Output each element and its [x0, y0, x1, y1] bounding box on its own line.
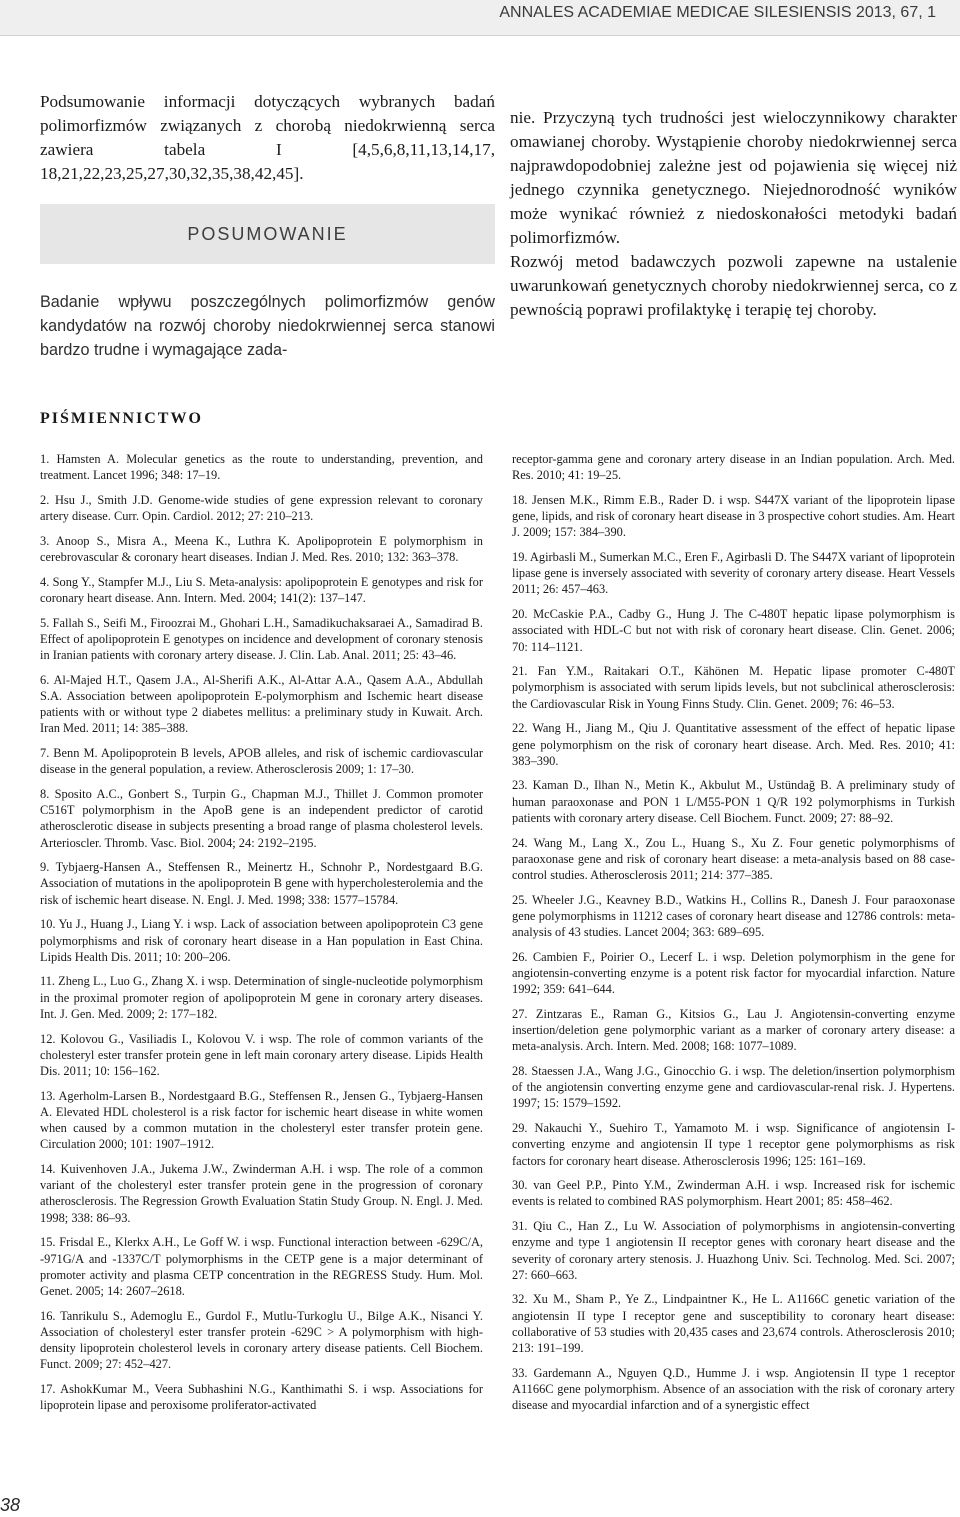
- summary-right-column: [510, 106, 957, 322]
- reference-item: 31. Qiu C., Han Z., Lu W. Association of polymorphisms in angiotensin-converting enzyme and type 1 angiotensin II receptor genes with coronary heart disease and the severity of coronary artery stenosis. J. Huazhong Univ. Sci. Technolog. Med. Sci. 2007; 27: 660–663.: [512, 1219, 955, 1282]
- reference-item: 10. Yu J., Huang J., Liang Y. i wsp. Lack of association between apolipoprotein C3 gene polymorphisms and risk of coronary heart disease in a Han population in East China. Lipids Health Dis. 2011; 10: 200–206.: [40, 917, 483, 964]
- reference-item: 23. Kaman D., Ilhan N., Metin K., Akbulut M., Ustündağ B. A preliminary study of human paraoxonase and PON 1 L/M55-PON 1 Q/R 192 polymorphisms in Turkish patients with coronary artery disease. Cell Biochem. Funct. 2009; 27: 88–92.: [512, 778, 955, 825]
- section-title: POSUMOWANIE: [187, 224, 348, 244]
- reference-item: 24. Wang M., Lang X., Zou L., Huang S., Xu Z. Four genetic polymorphisms of paraoxonase gene and risk of coronary heart disease: a meta-analysis based on 88 case-control studies. Atherosclerosis 2011; 214: 377–385.: [512, 835, 955, 882]
- journal-running-header: [0, 0, 960, 36]
- reference-item: 11. Zheng L., Luo G., Zhang X. i wsp. Determination of single-nucleotide polymorphism in the proximal promoter region of apolipoprotein M gene in coronary artery diseases. Int. J. Gen. Med. 2009; 2: 177–182.: [40, 974, 483, 1021]
- page-number: 38: [0, 1495, 21, 1515]
- reference-item: 18. Jensen M.K., Rimm E.B., Rader D. i wsp. S447X variant of the lipoprotein lipase gene, lipids, and risk of coronary heart disease in 3 prospective cohort studies. Am. Heart J. 2009; 157: 384–390.: [512, 492, 955, 540]
- reference-item: 32. Xu M., Sham P., Ye Z., Lindpaintner K., He L. A1166C genetic variation of the angiotensin II type I receptor gene and susceptibility to coronary heart disease: collaborative of 53 studies with 20,435 cases and 23,674 controls. Atherosclerosis 2010; 213: 191–199.: [512, 1292, 955, 1356]
- conclusion-continuation-paragraph: nie. Przyczyną tych trudności jest wieloczynnikowy charakter omawianej choroby. Wystąpienie choroby niedokrwiennej serca najprawdopodobniej zależne jest od pojawienia się więcej niż jednego czynnika genetycznego. Niejednorodność wyników może wynikać również z niedoskonałości metodyki badań polimorfizmów.: [510, 108, 957, 247]
- reference-item: 9. Tybjaerg-Hansen A., Steffensen R., Meinertz H., Schnohr P., Nordestgaard B.G. Association of mutations in the apolipoprotein B gene with hypercholesterolemia and the risk of ischemic heart disease. N. Engl. J. Med. 1998; 338: 1577–15784.: [40, 860, 483, 907]
- reference-item: 6. Al-Majed H.T., Qasem J.A., Al-Sherifi A.K., Al-Attar A.A., Qasem A.A., Abdullah S.A. Association between apolipoprotein E-polymorphism and Ischemic heart disease patients with or without type 2 diabetes mellitus: a preliminary study in Kuwait. Arch. Iran Med. 2011; 14: 385–388.: [40, 672, 483, 736]
- table-summary-paragraph: Podsumowanie informacji dotyczących wybranych badań polimorfizmów związanych z chorobą niedokrwienną serca zawiera tabela I [4,5,6,8,11,13,14,17, 18,21,22,23,25,27,30,32,35,38,42,45].: [40, 92, 495, 183]
- reference-item: 2. Hsu J., Smith J.D. Genome-wide studies of gene expression relevant to coronary artery disease. Curr. Opin. Cardiol. 2012; 27: 210–213.: [40, 492, 483, 524]
- reference-item: 8. Sposito A.C., Gonbert S., Turpin G., Chapman M.J., Thillet J. Common promoter C516T polymorphism in the ApoB gene is an independent predictor of carotid atherosclerotic disease in subjects presenting a broad range of plasma cholesterol levels. Arterioscler. Thromb. Vasc. Biol. 2004; 24: 2192–2195.: [40, 786, 483, 850]
- reference-item: 30. van Geel P.P., Pinto Y.M., Zwinderman A.H. i wsp. Increased risk for ischemic events is related to combined RAS polymorphism. Heart 2001; 85: 458–462.: [512, 1178, 955, 1209]
- reference-item: 15. Frisdal E., Klerkx A.H., Le Goff W. i wsp. Functional interaction between -629C/A, -971G/A and -1337C/T polymorphisms in the CETP gene is a major determinant of promoter activity and plasma CETP concentration in the REGRESS Study. Hum. Mol. Genet. 2005; 14: 2607–2618.: [40, 1235, 483, 1298]
- summary-left-column: [40, 90, 495, 362]
- reference-item: 26. Cambien F., Poirier O., Lecerf L. i wsp. Deletion polymorphism in the gene for angiotensin-converting enzyme is a potent risk factor for myocardial infarction. Nature 1992; 359: 641–644.: [512, 949, 955, 997]
- reference-item: 28. Staessen J.A., Wang J.G., Ginocchio G. i wsp. The deletion/insertion polymorphism of the angiotensin converting enzyme gene and cardiovascular-renal risk. J. Hypertens. 1997; 15: 1579–1592.: [512, 1064, 955, 1111]
- reference-item: 33. Gardemann A., Nguyen Q.D., Humme J. i wsp. Angiotensin II type 1 receptor A1166C gene polymorphism. Absence of an association with the risk of coronary artery disease and myocardial infarction and of a synergistic effect: [512, 1365, 955, 1413]
- reference-item: 13. Agerholm-Larsen B., Nordestgaard B.G., Steffensen R., Jensen G., Tybjaerg-Hansen A. Elevated HDL cholesterol is a risk factor for ischemic heart disease in white women when caused by a common mutation in the cholesteryl ester transfer protein gene. Circulation 2000; 101: 1907–1912.: [40, 1088, 483, 1152]
- references-left-column: [40, 451, 483, 1422]
- reference-item: 16. Tanrikulu S., Ademoglu E., Gurdol F., Mutlu-Turkoglu U., Bilge A.K., Nisanci Y. Association of cholesteryl ester transfer protein -629C > A polymorphism with high-density lipoprotein cholesterol levels in coronary artery disease patients. Cell Biochem. Funct. 2009; 27: 452–427.: [40, 1308, 483, 1372]
- reference-item: 4. Song Y., Stampfer M.J., Liu S. Meta-analysis: apolipoprotein E genotypes and risk for coronary heart disease. Ann. Intern. Med. 2004; 141(2): 137–147.: [40, 574, 483, 605]
- reference-item: 21. Fan Y.M., Raitakari O.T., Kähönen M. Hepatic lipase promoter C-480T polymorphism is associated with serum lipids levels, but not subclinical atherosclerosis: the Cardiovascular Risk in Young Finns Study. Clin. Genet. 2009; 76: 46–53.: [512, 664, 955, 711]
- reference-item: 20. McCaskie P.A., Cadby G., Hung J. The C-480T hepatic lipase polymorphism is associated with HDL-C but not with risk of coronary heart disease. Clin. Genet. 2006; 70: 114–1121.: [512, 607, 955, 654]
- reference-item: 22. Wang H., Jiang M., Qiu J. Quantitative assessment of the effect of hepatic lipase gene polymorphism on the risk of coronary heart disease. Arch. Med. Res. 2010; 41: 383–390.: [512, 721, 955, 768]
- reference-item: 5. Fallah S., Seifi M., Firoozrai M., Ghohari L.H., Samadikuchaksaraei A., Samadirad B. Effect of apolipoprotein E genotypes on incidence and development of coronary stenosis in Iranian patients with coronary artery disease. J. Clin. Lab. Anal. 2011; 25: 43–46.: [40, 615, 483, 663]
- journal-title: ANNALES ACADEMIAE MEDICAE SILESIENSIS 2013, 67, 1: [499, 4, 936, 21]
- reference-item: 14. Kuivenhoven J.A., Jukema J.W., Zwinderman A.H. i wsp. The role of a common variant of the cholesteryl ester transfer protein gene in the progression of coronary atherosclerosis. The Regression Growth Evaluation Statin Study Group. N. Engl. J. Med. 1998; 338: 86–93.: [40, 1162, 483, 1225]
- conclusion-final-paragraph: Rozwój metod badawczych pozwoli zapewne na ustalenie uwarunkowań genetycznych choroby niedokrwiennej serca, co z pewnością poprawi profilaktykę i terapię tej choroby.: [510, 252, 957, 319]
- references-heading: PIŚMIENNICTWO: [40, 410, 203, 427]
- reference-item: 12. Kolovou G., Vasiliadis I., Kolovou V. i wsp. The role of common variants of the cholesteryl ester transfer protein gene in left main coronary artery disease. Lipids Health Dis. 2011; 10: 156–162.: [40, 1031, 483, 1078]
- references-right-column: [512, 451, 955, 1422]
- reference-item: 19. Agirbasli M., Sumerkan M.C., Eren F., Agirbasli D. The S447X variant of lipoprotein lipase gene is inversely associated with severity of coronary artery disease. Heart Vessels 2011; 26: 457–463.: [512, 550, 955, 597]
- reference-item: 1. Hamsten A. Molecular genetics as the route to understanding, prevention, and treatment. Lancet 1996; 348: 17–19.: [40, 452, 483, 483]
- reference-item: 27. Zintzaras E., Raman G., Kitsios G., Lau J. Angiotensin-converting enzyme insertion/deletion gene polymorphic variant as a marker of coronary artery disease: a meta-analysis. Arch. Intern. Med. 2008; 168: 1077–1089.: [512, 1006, 955, 1054]
- reference-item: 29. Nakauchi Y., Suehiro T., Yamamoto M. i wsp. Significance of angiotensin I-converting enzyme and angiotensin II type 1 receptor gene polymorphisms as risk factors for coronary heart disease. Atherosclerosis 1996; 125: 161–169.: [512, 1121, 955, 1168]
- reference-item: 17. AshokKumar M., Veera Subhashini N.G., Kanthimathi S. i wsp. Associations for lipoprotein lipase and peroxisome proliferator-activated: [40, 1381, 483, 1413]
- section-heading-box: [40, 204, 495, 264]
- reference-continuation: receptor-gamma gene and coronary artery disease in an Indian population. Arch. Med. Res. 2010; 41: 19–25.: [512, 452, 955, 483]
- reference-item: 25. Wheeler J.G., Keavney B.D., Watkins H., Collins R., Danesh J. Four paraoxonase gene polymorphisms in 11212 cases of coronary heart disease and 12786 controls: meta-analysis of 43 studies. Lancet 2004; 363: 689–695.: [512, 892, 955, 940]
- reference-item: 7. Benn M. Apolipoprotein B levels, APOB alleles, and risk of ischemic cardiovascular disease in the general population, a review. Atherosclerosis 2009; 1: 17–30.: [40, 746, 483, 777]
- conclusion-lead-paragraph: Badanie wpływu poszczególnych polimorfizmów genów kandydatów na rozwój choroby niedokrwiennej serca stanowi bardzo trudne i wymagające zada-: [40, 293, 495, 359]
- reference-item: 3. Anoop S., Misra A., Meena K., Luthra K. Apolipoprotein E polymorphism in cerebrovascular & coronary heart diseases. Indian J. Med. Res. 2010; 132: 363–378.: [40, 533, 483, 565]
